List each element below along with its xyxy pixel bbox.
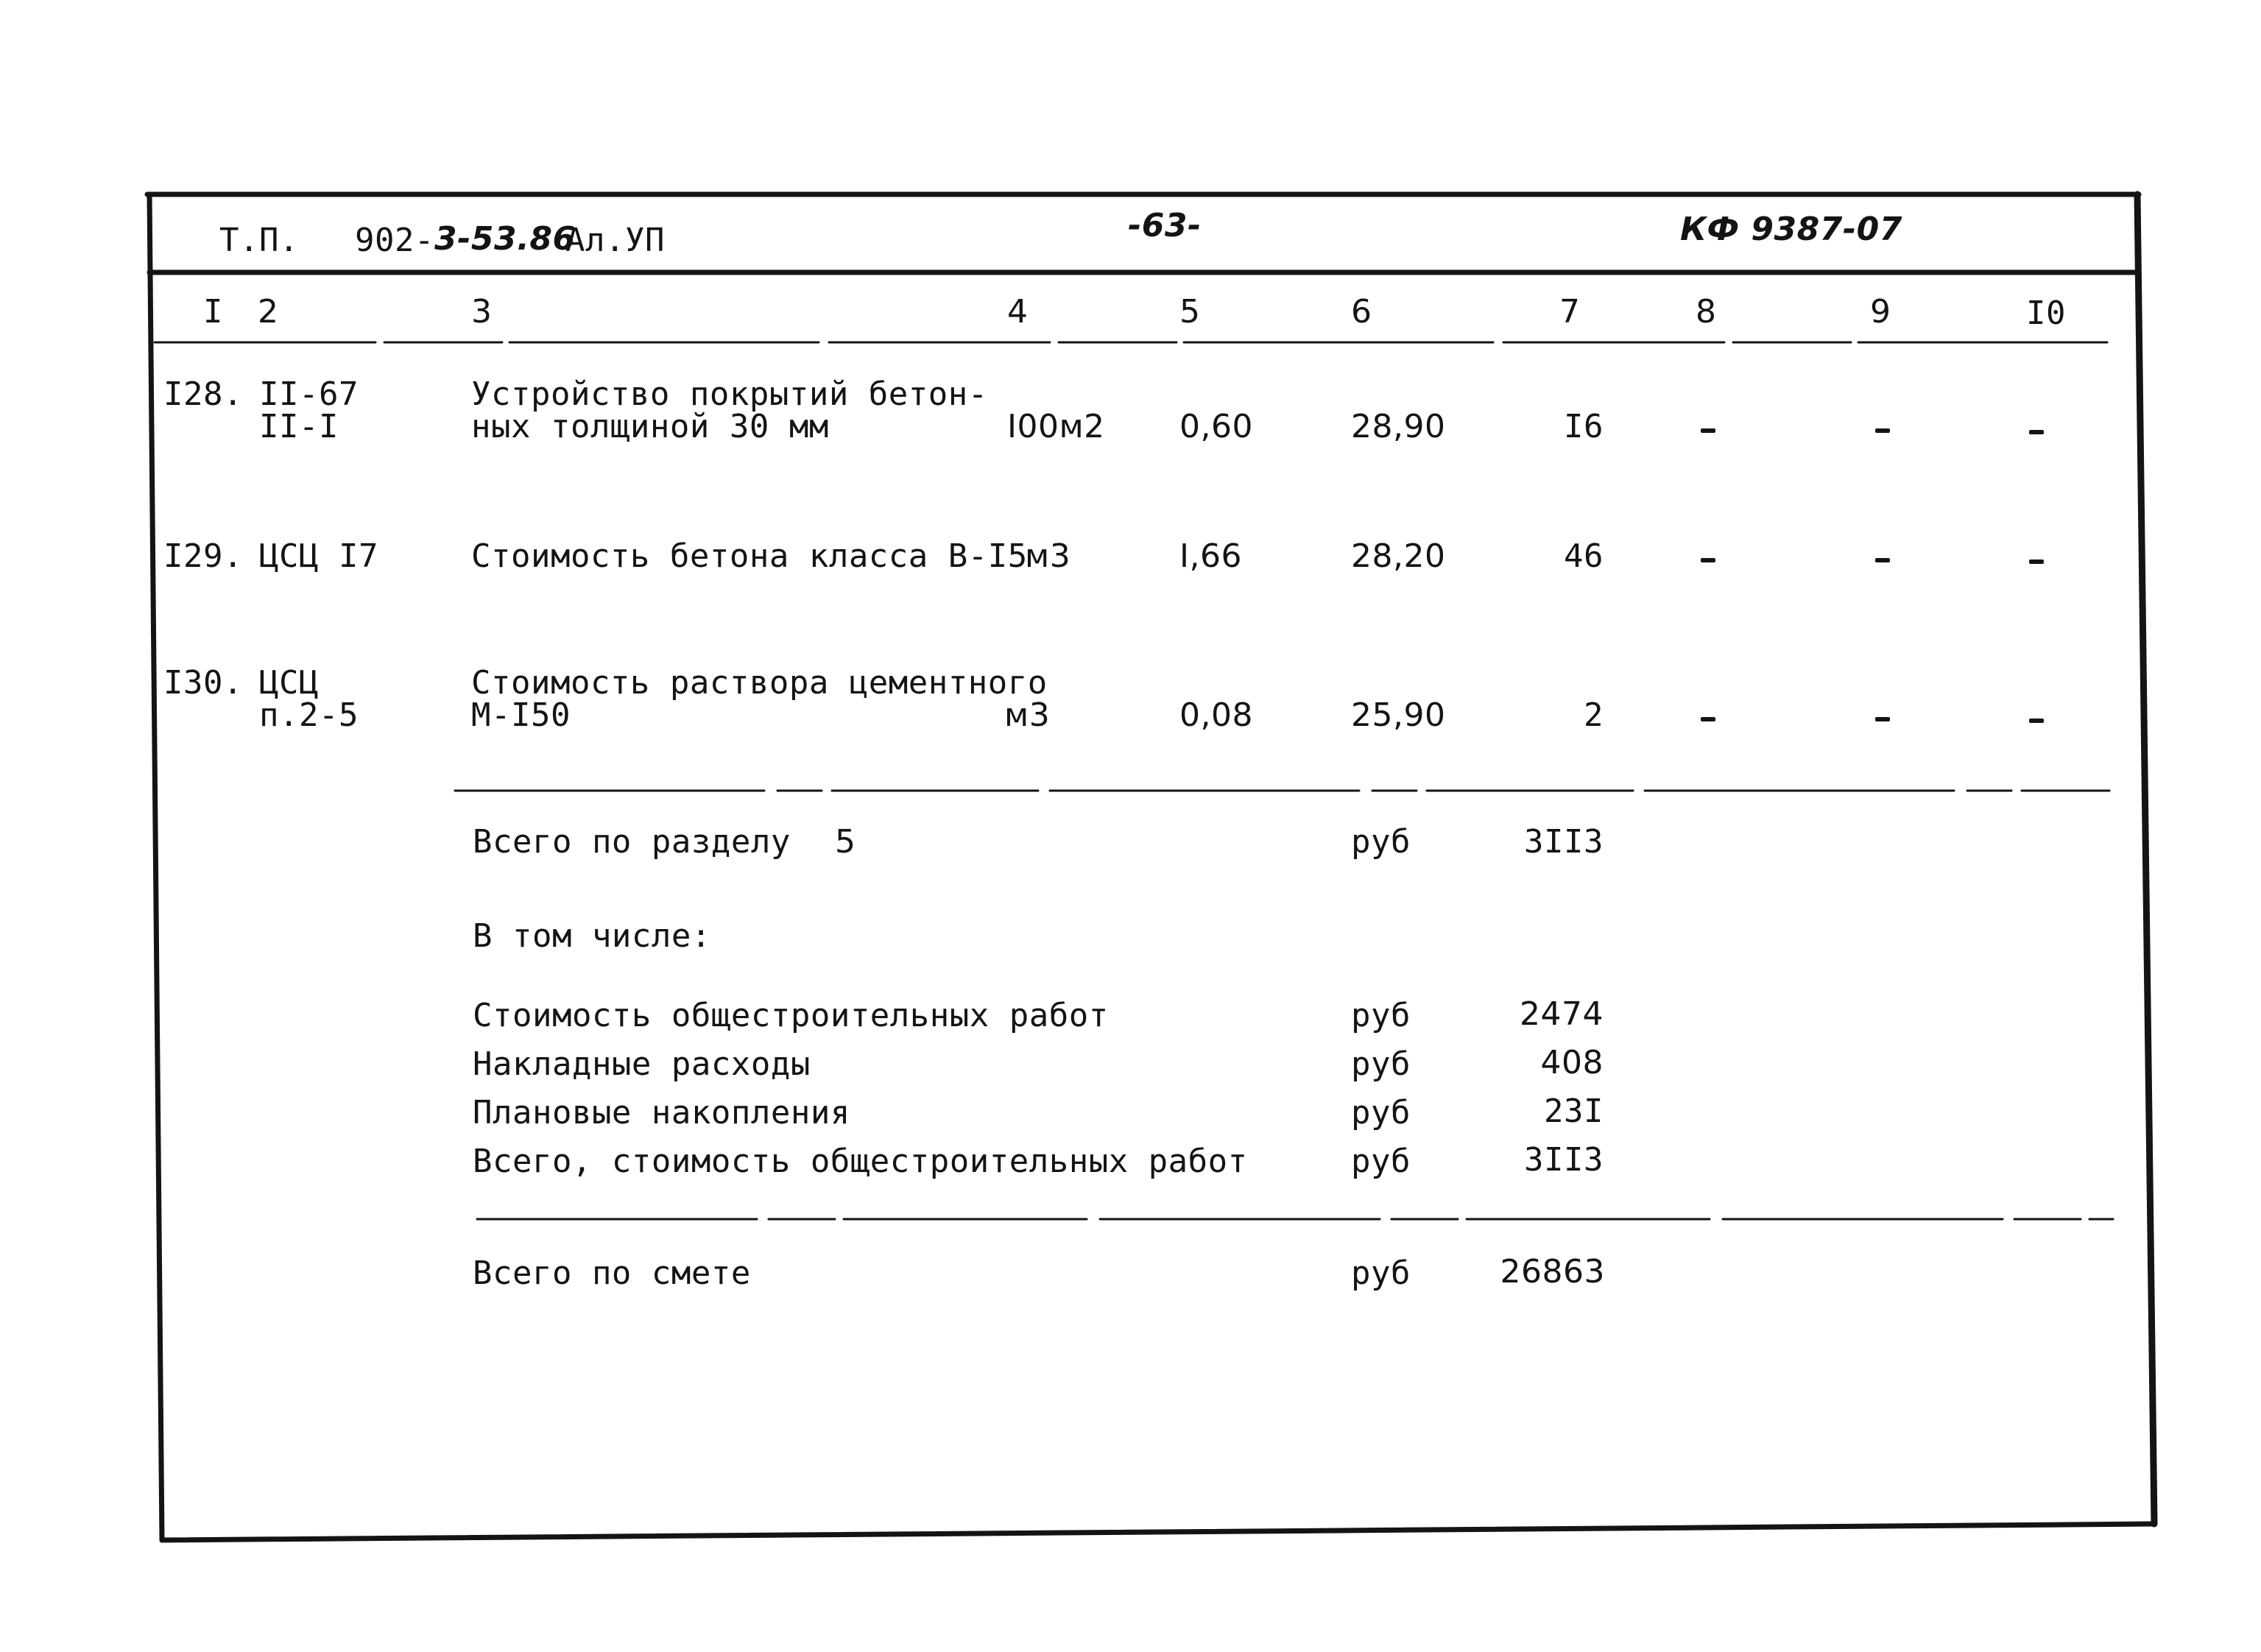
column-header-4: 4 — [1007, 293, 1029, 331]
row-code-line1: II-67 — [259, 375, 359, 413]
row-code-line2: II-I — [259, 408, 339, 445]
column-header-10: I0 — [2026, 294, 2066, 332]
row-number: I29. — [163, 537, 243, 575]
frame-left-line — [149, 194, 162, 1540]
row-number: I28. — [163, 375, 243, 413]
column-header-9: 9 — [1870, 293, 1891, 331]
breakdown-value: 2474 — [1520, 995, 1604, 1033]
row-col8-dash — [1701, 717, 1715, 721]
row-price: 28,20 — [1351, 537, 1446, 575]
row-code-line1: ЦСЦ — [259, 664, 319, 702]
column-header-7: 7 — [1559, 293, 1581, 331]
row-col9-dash — [1875, 717, 1890, 721]
breakdown-unit: руб — [1351, 997, 1411, 1034]
estimate-total-label: Всего по смете — [473, 1254, 751, 1292]
row-col8-dash — [1701, 558, 1715, 562]
row-price: 28,90 — [1351, 408, 1446, 445]
row-total: 46 — [1564, 537, 1604, 575]
row-description-line2: М-I50 — [471, 696, 571, 734]
row-col10-dash — [2029, 719, 2044, 723]
breakdown-value: 3II3 — [1524, 1141, 1604, 1179]
row-code-line2: п.2-5 — [259, 696, 359, 734]
row-price: 25,90 — [1351, 696, 1446, 734]
row-description-line2: ных толщиной 30 мм — [471, 408, 829, 445]
breakdown-label: Плановые накопления — [473, 1094, 850, 1132]
row-col9-dash — [1875, 558, 1890, 562]
breakdown-unit: руб — [1351, 1045, 1411, 1083]
row-unit: м3 — [1004, 696, 1051, 734]
project-prefix: 902- — [355, 222, 434, 259]
row-total: 2 — [1584, 696, 1604, 734]
estimate-total-value: 26863 — [1500, 1253, 1605, 1291]
column-header-6: 6 — [1351, 293, 1372, 331]
column-header-1: I — [203, 293, 223, 331]
row-col8-dash — [1701, 428, 1715, 433]
row-col9-dash — [1875, 428, 1890, 433]
column-header-2: 2 — [258, 293, 279, 331]
breakdown-label: Накладные расходы — [473, 1045, 811, 1083]
column-header-8: 8 — [1696, 293, 1717, 331]
row-total: I6 — [1564, 408, 1604, 445]
row-quantity: I,66 — [1179, 537, 1242, 575]
row-col10-dash — [2029, 430, 2044, 434]
row-description-line1: Стоимость бетона класса В-I5 — [471, 537, 1028, 575]
breakdown-unit: руб — [1351, 1094, 1411, 1132]
column-header-3: 3 — [471, 293, 493, 331]
row-quantity: 0,08 — [1179, 696, 1253, 734]
frame-right-line — [2137, 194, 2154, 1524]
page-number: -63- — [1128, 207, 1202, 244]
row-description-line1: Устройство покрытий бетон- — [471, 375, 988, 413]
album-label: Ал.УП — [565, 222, 665, 259]
row-quantity: 0,60 — [1179, 408, 1253, 445]
row-col10-dash — [2029, 560, 2044, 564]
section-number: 5 — [835, 823, 856, 861]
tp-label: Т.П. — [219, 222, 299, 259]
breakdown-label: Всего, стоимость общестроительных работ — [473, 1143, 1248, 1180]
project-handwritten-number: 3-53.86 — [434, 220, 576, 258]
including-label: В том числе: — [473, 917, 711, 955]
row-code-line1: ЦСЦ I7 — [259, 537, 378, 575]
row-description-line1: Стоимость раствора цементного — [471, 664, 1048, 702]
breakdown-label: Стоимость общестроительных работ — [473, 997, 1109, 1034]
section-total-label: Всего по разделу — [473, 823, 791, 861]
estimate-total-unit: руб — [1351, 1254, 1411, 1292]
frame-bottom-line — [162, 1524, 2154, 1540]
breakdown-value: 408 — [1540, 1044, 1604, 1081]
section-total-unit: руб — [1351, 823, 1411, 861]
breakdown-value: 23I — [1544, 1092, 1604, 1130]
section-total-value: 3II3 — [1524, 823, 1604, 861]
row-unit: I00м2 — [1007, 408, 1105, 445]
row-unit: м3 — [1025, 537, 1071, 575]
row-number: I30. — [163, 664, 243, 702]
column-header-5: 5 — [1179, 293, 1201, 331]
breakdown-unit: руб — [1351, 1143, 1411, 1180]
document-code: КФ 9387-07 — [1680, 211, 1902, 248]
